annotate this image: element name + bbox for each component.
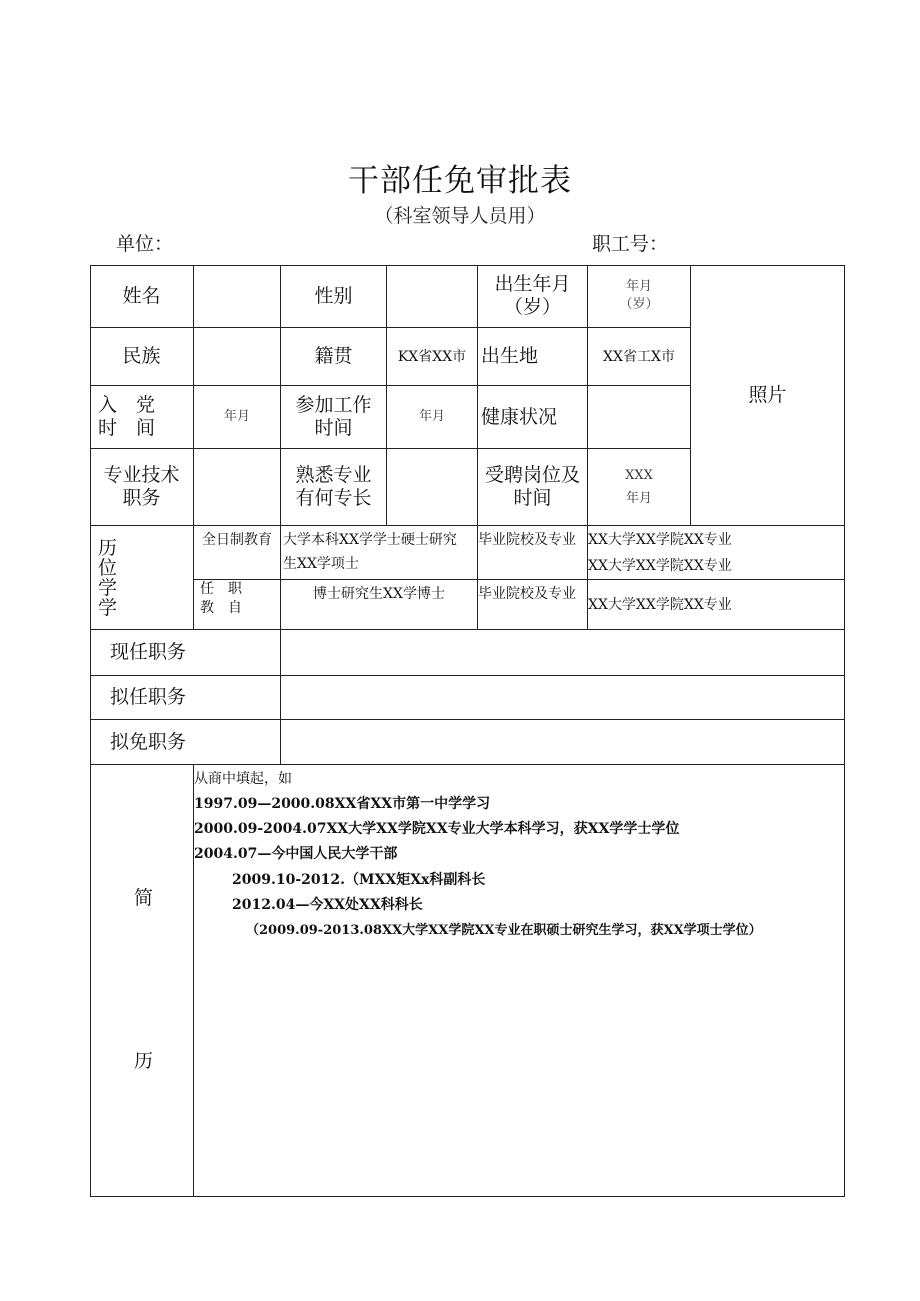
specialty-label-line1: 熟悉专业 xyxy=(295,464,372,486)
technical-title-label-line1: 专业技术 xyxy=(103,464,180,486)
resume-line: 从商中填起，如 xyxy=(194,771,292,787)
hired-post-field[interactable] xyxy=(588,449,691,526)
ethnic-label: 民族 xyxy=(90,328,194,386)
fulltime-school-line1: XX大学XX学院XX专业 xyxy=(588,532,732,548)
name-field[interactable] xyxy=(194,265,281,328)
birthplace-label: 出生地 xyxy=(478,328,588,386)
fulltime-degree-line2: 生XX学项士 xyxy=(283,556,359,572)
birth-date-label-line2: （岁） xyxy=(503,296,561,318)
health-status-field[interactable] xyxy=(588,386,691,449)
specialty-label-line2: 有何专长 xyxy=(295,487,372,509)
ethnic-field[interactable] xyxy=(194,328,281,386)
resume-line: 2004.07—今中国人民大学干部 xyxy=(194,846,398,862)
health-status-label: 健康状况 xyxy=(478,386,588,449)
resume-line: 2012.04—今XX处XX科科长 xyxy=(232,897,423,913)
fulltime-school-line2: XX大学XX学院XX专业 xyxy=(588,558,732,574)
inservice-education-label xyxy=(194,580,281,630)
unit-label: 单位： xyxy=(116,233,174,255)
education-label-char1: 历 xyxy=(98,536,118,559)
resume-line: （2009.09-2013.08XX大学XX学院XX专业在职硕士研究生学习，获XX学项士学位） xyxy=(246,923,762,938)
proposed-position-label: 拟任职务 xyxy=(90,676,281,720)
staff-id-label: 职工号： xyxy=(592,233,669,255)
resume-line: 1997.09—2000.08XX省XX市第一中学学习 xyxy=(194,796,491,812)
hired-post-value-line1: XXX xyxy=(625,468,653,483)
party-join-date-label-line2: 时 间 xyxy=(98,417,156,439)
fulltime-degree-field[interactable] xyxy=(281,526,478,580)
birth-date-label xyxy=(478,265,588,328)
resume-line: 2000.09-2004.07XX大学XX学院XX专业大学本科学习，获XX学学士学位 xyxy=(194,821,680,837)
resume-label-bottom: 历 xyxy=(134,1050,154,1072)
resume-label-cell xyxy=(90,765,194,1197)
inservice-school-field[interactable]: XX大学XX学院XX专业 xyxy=(588,580,845,630)
gender-field[interactable] xyxy=(387,265,478,328)
work-start-date-label xyxy=(281,386,387,449)
fulltime-school-field[interactable] xyxy=(588,526,845,580)
technical-title-label xyxy=(90,449,194,526)
work-start-date-label-line1: 参加工作 xyxy=(295,394,372,416)
party-join-date-field[interactable]: 年月 xyxy=(194,386,281,449)
work-start-date-label-line2: 时间 xyxy=(314,417,353,439)
birth-date-label-line1: 出生年月 xyxy=(494,273,571,295)
name-label: 姓名 xyxy=(90,265,194,328)
inservice-education-label-line2: 教 自 xyxy=(200,600,242,616)
inservice-education-label-line1: 任 职 xyxy=(200,581,242,597)
education-label-char3: 学 xyxy=(98,576,118,599)
birthplace-field[interactable]: XX省工X市 xyxy=(588,328,691,386)
birth-date-field[interactable] xyxy=(588,265,691,328)
removed-position-field[interactable] xyxy=(281,720,845,765)
fulltime-degree-line1: 大学本科XX学学士硬士研究 xyxy=(283,532,457,548)
hired-post-label-line2: 时间 xyxy=(513,487,552,509)
fulltime-school-label: 毕业院校及专业 xyxy=(478,526,588,580)
photo-box[interactable]: 照片 xyxy=(691,265,845,526)
hired-post-label-line1: 受聘岗位及 xyxy=(484,464,580,486)
inservice-degree-field[interactable]: 博士研究生XX学博士 xyxy=(281,580,478,630)
form-title: 干部任免审批表 xyxy=(348,163,572,199)
specialty-field[interactable] xyxy=(387,449,478,526)
education-label-char2: 位 xyxy=(98,556,118,579)
form-subtitle: （科室领导人员用） xyxy=(374,205,546,227)
current-position-field[interactable] xyxy=(281,630,845,676)
technical-title-field[interactable] xyxy=(194,449,281,526)
inservice-school-label: 毕业院校及专业 xyxy=(478,580,588,630)
party-join-date-label xyxy=(90,386,194,449)
gender-label: 性别 xyxy=(281,265,387,328)
hired-post-value-line2: 年月 xyxy=(625,491,652,506)
work-start-date-field[interactable]: 年月 xyxy=(387,386,478,449)
party-join-date-label-line1: 入 党 xyxy=(98,394,156,416)
fulltime-education-label: 全日制教育 xyxy=(194,526,281,580)
native-place-label: 籍贯 xyxy=(281,328,387,386)
birth-date-value-line2: （岁） xyxy=(619,297,659,312)
technical-title-label-line2: 职务 xyxy=(122,487,161,509)
resume-field[interactable] xyxy=(194,765,845,1197)
current-position-label: 现任职务 xyxy=(90,630,281,676)
education-label xyxy=(90,526,194,630)
approval-form-table xyxy=(90,265,845,1197)
specialty-label xyxy=(281,449,387,526)
hired-post-label xyxy=(478,449,588,526)
birth-date-value-line1: 年月 xyxy=(625,279,652,294)
resume-line: 2009.10-2012.（MXX矩Xx科副科长 xyxy=(232,872,486,888)
removed-position-label: 拟免职务 xyxy=(90,720,281,765)
native-place-field[interactable]: KX省XX市 xyxy=(387,328,478,386)
education-label-char4: 学 xyxy=(98,596,118,619)
resume-label-top: 简 xyxy=(134,887,154,909)
proposed-position-field[interactable] xyxy=(281,676,845,720)
